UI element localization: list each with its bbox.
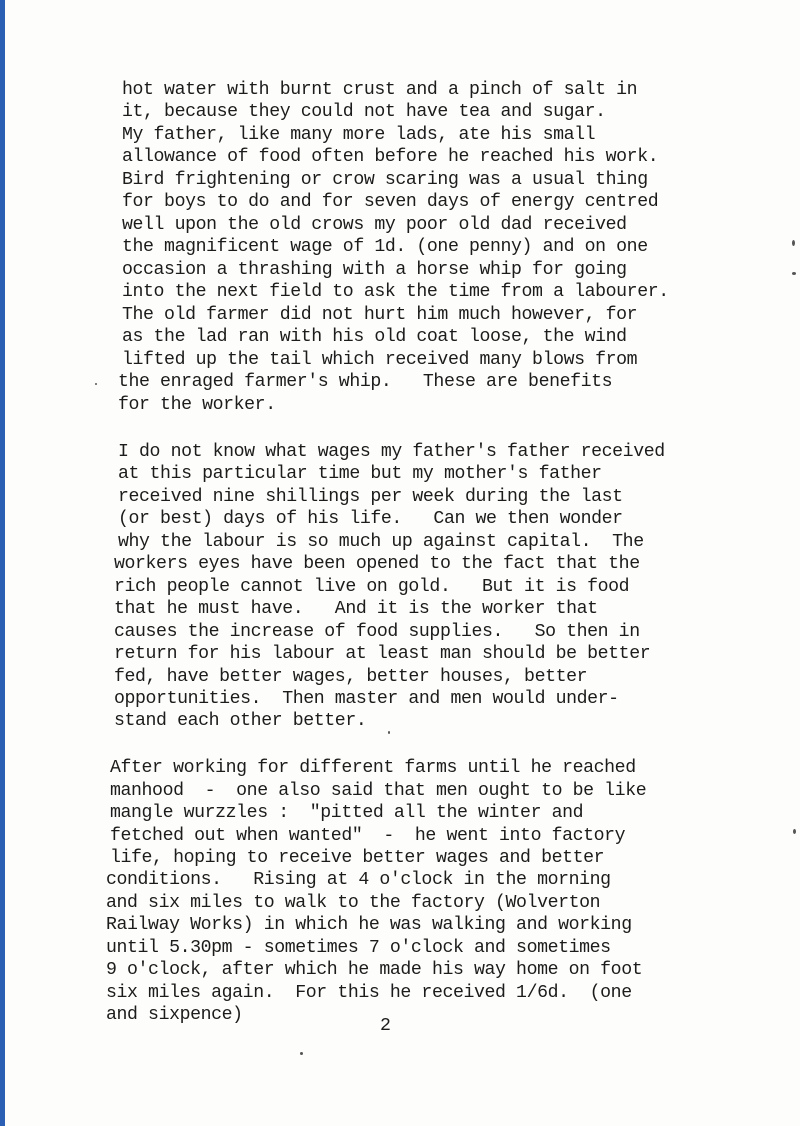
text-line: six miles again. For this he received 1/6d. (one xyxy=(106,983,632,1003)
text-line: and six miles to walk to the factory (Wolverton xyxy=(106,893,601,913)
page-edge-line xyxy=(0,0,5,1126)
text-line: well upon the old crows my poor old dad received xyxy=(122,215,627,235)
text-line: it, because they could not have tea and sugar. xyxy=(122,102,606,122)
text-line: fed, have better wages, better houses, better xyxy=(114,667,588,687)
text-line: for boys to do and for seven days of energy centred xyxy=(122,192,659,212)
text-line: manhood - one also said that men ought to be like xyxy=(110,781,647,801)
text-line: why the labour is so much up against capital. The xyxy=(118,532,644,552)
text-line: mangle wurzzles : "pitted all the winter and xyxy=(110,803,584,823)
text-line: opportunities. Then master and men would under- xyxy=(114,689,619,709)
scan-mark xyxy=(300,1052,303,1055)
scan-mark xyxy=(792,240,795,246)
text-line: 9 o'clock, after which he made his way home on foot xyxy=(106,960,643,980)
text-line: allowance of food often before he reached his work. xyxy=(122,147,659,167)
text-line: The old farmer did not hurt him much however, for xyxy=(122,305,638,325)
text-line: My father, like many more lads, ate his small xyxy=(122,125,596,145)
scan-mark xyxy=(388,731,390,734)
text-line: After working for different farms until he reached xyxy=(110,758,636,778)
text-line: into the next field to ask the time from a labourer. xyxy=(122,282,669,302)
text-line: (or best) days of his life. Can we then wonder xyxy=(118,509,623,529)
text-line: conditions. Rising at 4 o'clock in the morning xyxy=(106,870,611,890)
text-line: lifted up the tail which received many blows from xyxy=(122,350,638,370)
text-line: until 5.30pm - sometimes 7 o'clock and sometimes xyxy=(106,938,611,958)
text-line: I do not know what wages my father's father received xyxy=(118,442,665,462)
text-line: hot water with burnt crust and a pinch of salt in xyxy=(122,80,638,100)
text-line: as the lad ran with his old coat loose, the wind xyxy=(122,327,627,347)
text-line: Railway Works) in which he was walking and working xyxy=(106,915,632,935)
scan-mark xyxy=(95,383,97,385)
text-line: return for his labour at least man should be better xyxy=(114,644,651,664)
text-line: Bird frightening or crow scaring was a usual thing xyxy=(122,170,648,190)
text-line: rich people cannot live on gold. But it is food xyxy=(114,577,630,597)
text-line: causes the increase of food supplies. So then in xyxy=(114,622,640,642)
page-number: 2 xyxy=(380,1016,391,1036)
text-line: the magnificent wage of 1d. (one penny) and on one xyxy=(122,237,648,257)
text-line: and sixpence) xyxy=(106,1005,243,1025)
text-line: the enraged farmer's whip. These are benefits xyxy=(118,372,613,392)
text-line: workers eyes have been opened to the fact that the xyxy=(114,554,640,574)
scan-mark xyxy=(793,829,796,834)
text-line: fetched out when wanted" - he went into factory xyxy=(110,826,626,846)
text-line: for the worker. xyxy=(118,395,276,415)
text-line: at this particular time but my mother's father xyxy=(118,464,602,484)
text-line: life, hoping to receive better wages and better xyxy=(110,848,605,868)
scan-mark xyxy=(792,272,796,275)
text-line: stand each other better. xyxy=(114,711,367,731)
text-line: received nine shillings per week during the last xyxy=(118,487,623,507)
text-line: that he must have. And it is the worker that xyxy=(114,599,598,619)
text-line: occasion a thrashing with a horse whip for going xyxy=(122,260,627,280)
